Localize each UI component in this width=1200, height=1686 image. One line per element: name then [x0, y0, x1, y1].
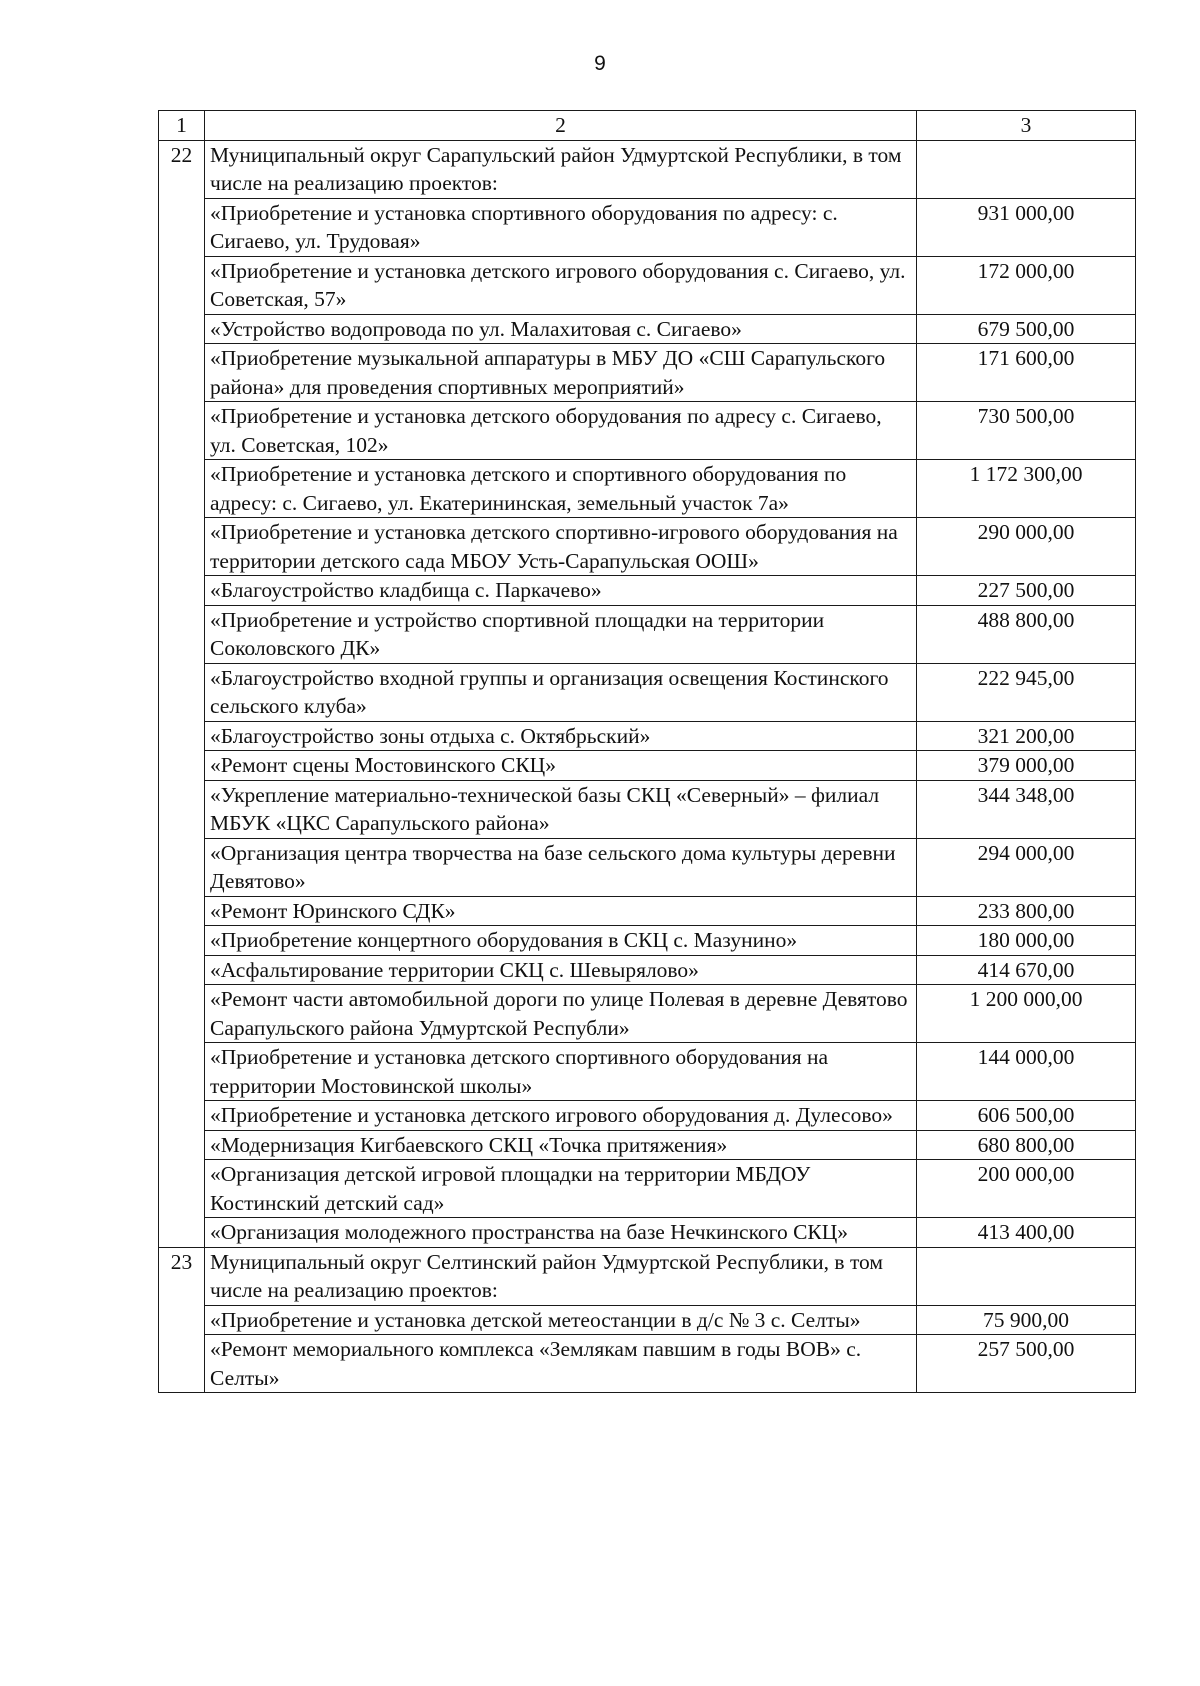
project-amount: 730 500,00	[917, 402, 1136, 460]
project-row	[159, 1130, 1136, 1160]
section-row	[159, 140, 1136, 198]
project-amount: 606 500,00	[917, 1101, 1136, 1131]
project-amount: 680 800,00	[917, 1130, 1136, 1160]
project-row	[159, 721, 1136, 751]
project-row	[159, 1101, 1136, 1131]
project-amount: 1 172 300,00	[917, 460, 1136, 518]
project-row	[159, 460, 1136, 518]
header-col-1: 1	[159, 111, 205, 141]
project-name: «Приобретение и установка детского спортивно-игрового оборудования на территории детского сада МБОУ Усть-Сарапульская ООШ»	[205, 518, 917, 576]
project-name: «Приобретение и установка детской метеостанции в д/с № 3 с. Селты»	[205, 1305, 917, 1335]
project-amount: 171 600,00	[917, 344, 1136, 402]
project-amount: 321 200,00	[917, 721, 1136, 751]
project-name: «Ремонт сцены Мостовинского СКЦ»	[205, 751, 917, 781]
project-row	[159, 663, 1136, 721]
project-amount: 75 900,00	[917, 1305, 1136, 1335]
project-amount: 257 500,00	[917, 1335, 1136, 1393]
project-name: «Модернизация Кигбаевского СКЦ «Точка притяжения»	[205, 1130, 917, 1160]
project-row	[159, 955, 1136, 985]
project-name: «Приобретение и установка детского игрового оборудования с. Сигаево, ул. Советская, 57»	[205, 256, 917, 314]
project-row	[159, 605, 1136, 663]
section-title: Муниципальный округ Сарапульский район Удмуртской Республики, в том числе на реализацию проектов:	[205, 140, 917, 198]
section-row	[159, 1247, 1136, 1305]
project-name: «Организация молодежного пространства на базе Нечкинского СКЦ»	[205, 1218, 917, 1248]
project-name: «Асфальтирование территории СКЦ с. Шевырялово»	[205, 955, 917, 985]
project-row	[159, 344, 1136, 402]
project-name: «Приобретение и устройство спортивной площадки на территории Соколовского ДК»	[205, 605, 917, 663]
project-name: «Приобретение и установка детского игрового оборудования д. Дулесово»	[205, 1101, 917, 1131]
project-row	[159, 1305, 1136, 1335]
project-amount: 1 200 000,00	[917, 985, 1136, 1043]
project-row	[159, 896, 1136, 926]
project-amount: 379 000,00	[917, 751, 1136, 781]
project-row	[159, 838, 1136, 896]
section-amount	[917, 140, 1136, 198]
section-number: 23	[159, 1247, 205, 1393]
project-name: «Приобретение и установка детского и спортивного оборудования по адресу: с. Сигаево, ул. Екатерининская, земельный участок 7а»	[205, 460, 917, 518]
project-name: «Ремонт Юринского СДК»	[205, 896, 917, 926]
project-name: «Благоустройство входной группы и организация освещения Костинского сельского клуба»	[205, 663, 917, 721]
project-amount: 172 000,00	[917, 256, 1136, 314]
header-col-2: 2	[205, 111, 917, 141]
project-amount: 931 000,00	[917, 198, 1136, 256]
table-header-row	[159, 111, 1136, 141]
project-amount: 233 800,00	[917, 896, 1136, 926]
project-row	[159, 518, 1136, 576]
project-name: «Организация детской игровой площадки на территории МБДОУ Костинский детский сад»	[205, 1160, 917, 1218]
project-row	[159, 314, 1136, 344]
project-row	[159, 985, 1136, 1043]
project-name: «Организация центра творчества на базе сельского дома культуры деревни Девятово»	[205, 838, 917, 896]
project-name: «Благоустройство кладбища с. Паркачево»	[205, 576, 917, 606]
project-amount: 227 500,00	[917, 576, 1136, 606]
project-amount: 180 000,00	[917, 926, 1136, 956]
project-name: «Приобретение музыкальной аппаратуры в МБУ ДО «СШ Сарапульского района» для проведения спортивных мероприятий»	[205, 344, 917, 402]
project-name: «Устройство водопровода по ул. Малахитовая с. Сигаево»	[205, 314, 917, 344]
project-row	[159, 198, 1136, 256]
project-row	[159, 751, 1136, 781]
section-title: Муниципальный округ Селтинский район Удмуртской Республики, в том числе на реализацию проектов:	[205, 1247, 917, 1305]
project-amount: 679 500,00	[917, 314, 1136, 344]
project-name: «Приобретение концертного оборудования в СКЦ с. Мазунино»	[205, 926, 917, 956]
project-amount: 413 400,00	[917, 1218, 1136, 1248]
project-amount: 488 800,00	[917, 605, 1136, 663]
project-amount: 290 000,00	[917, 518, 1136, 576]
project-row	[159, 1043, 1136, 1101]
section-amount	[917, 1247, 1136, 1305]
project-amount: 344 348,00	[917, 780, 1136, 838]
project-amount: 294 000,00	[917, 838, 1136, 896]
table-body	[159, 111, 1136, 1393]
project-row	[159, 256, 1136, 314]
project-name: «Благоустройство зоны отдыха с. Октябрьский»	[205, 721, 917, 751]
project-amount: 222 945,00	[917, 663, 1136, 721]
section-number: 22	[159, 140, 205, 1247]
project-name: «Приобретение и установка детского оборудования по адресу с. Сигаево, ул. Советская, 102»	[205, 402, 917, 460]
project-name: «Ремонт мемориального комплекса «Землякам павшим в годы ВОВ» с. Селты»	[205, 1335, 917, 1393]
project-row	[159, 926, 1136, 956]
project-name: «Приобретение и установка детского спортивного оборудования на территории Мостовинской школы»	[205, 1043, 917, 1101]
project-row	[159, 402, 1136, 460]
project-amount: 414 670,00	[917, 955, 1136, 985]
allocation-table	[158, 110, 1136, 1393]
project-amount: 200 000,00	[917, 1160, 1136, 1218]
project-row	[159, 1218, 1136, 1248]
project-name: «Ремонт части автомобильной дороги по улице Полевая в деревне Девятово Сарапульского района Удмуртской Республи»	[205, 985, 917, 1043]
project-row	[159, 1335, 1136, 1393]
project-name: «Приобретение и установка спортивного оборудования по адресу: с. Сигаево, ул. Трудовая»	[205, 198, 917, 256]
header-col-3: 3	[917, 111, 1136, 141]
project-name: «Укрепление материально-технической базы СКЦ «Северный» – филиал МБУК «ЦКС Сарапульского района»	[205, 780, 917, 838]
project-row	[159, 780, 1136, 838]
project-amount: 144 000,00	[917, 1043, 1136, 1101]
project-row	[159, 576, 1136, 606]
project-row	[159, 1160, 1136, 1218]
page-number: 9	[594, 52, 606, 75]
